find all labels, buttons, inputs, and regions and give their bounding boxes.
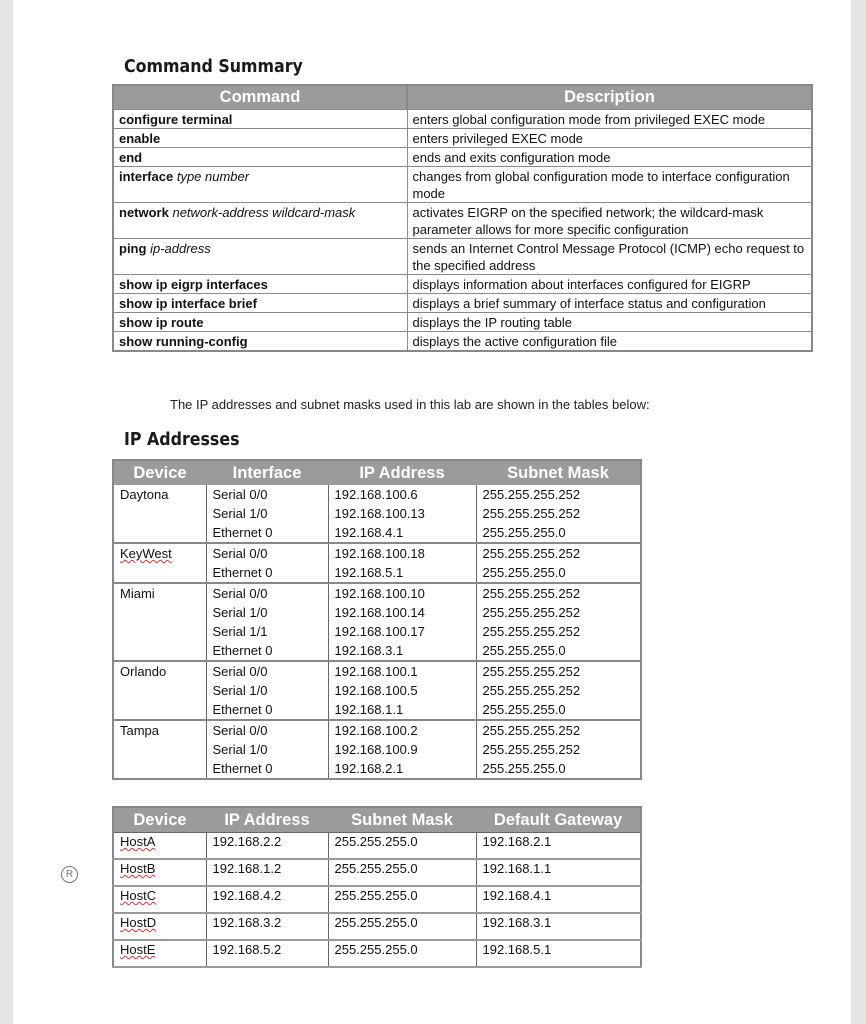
- ip-value: 192.168.100.2: [334, 723, 418, 738]
- ip-addresses-heading: IP Addresses: [124, 429, 240, 450]
- command-cell: [113, 167, 407, 203]
- interface-value: Ethernet 0: [212, 565, 273, 580]
- interface-value: Serial 1/0: [212, 742, 268, 757]
- host-row: [113, 913, 641, 940]
- host-gateway: 192.168.4.1: [476, 886, 641, 913]
- ip-value: 192.168.100.17: [334, 624, 425, 639]
- mask-value: 255.255.255.252: [482, 487, 581, 502]
- command-row: [113, 313, 812, 332]
- host-mask: 255.255.255.0: [328, 833, 476, 860]
- command-description: enters global configuration mode from privileged EXEC mode: [407, 110, 812, 129]
- device-name: KeyWest: [113, 543, 206, 583]
- host-name: HostB: [113, 859, 206, 886]
- command-description: sends an Internet Control Message Protocol (ICMP) echo request to the specified address: [407, 239, 812, 275]
- ip-header-device: Device: [113, 460, 206, 485]
- mask-value: 255.255.255.252: [482, 605, 581, 620]
- host-mask: 255.255.255.0: [328, 940, 476, 967]
- host-gateway: 192.168.1.1: [476, 859, 641, 886]
- ip-value: 192.168.100.18: [334, 546, 425, 561]
- ip-value: 192.168.5.1: [334, 565, 404, 580]
- host-name: HostD: [113, 913, 206, 940]
- device-row: [113, 583, 641, 661]
- host-row: [113, 886, 641, 913]
- host-gateway: 192.168.3.1: [476, 913, 641, 940]
- command-description: displays information about interfaces configured for EIGRP: [407, 275, 812, 294]
- host-header-gateway: Default Gateway: [476, 807, 641, 833]
- command-name: show running-config: [119, 334, 248, 349]
- interface-cell: [206, 661, 328, 720]
- mask-cell: [476, 583, 641, 661]
- host-header-device: Device: [113, 807, 206, 833]
- mask-value: 255.255.255.0: [482, 702, 566, 717]
- command-summary-heading: Command Summary: [124, 56, 303, 77]
- mask-value: 255.255.255.0: [482, 525, 566, 540]
- command-cell: [113, 275, 407, 294]
- command-cell: [113, 239, 407, 275]
- command-header: Command: [113, 85, 407, 110]
- command-name: configure terminal: [119, 112, 233, 127]
- command-description: displays the IP routing table: [407, 313, 812, 332]
- device-name: Daytona: [113, 485, 206, 543]
- interface-value: Serial 1/0: [212, 683, 268, 698]
- interface-value: Ethernet 0: [212, 761, 273, 776]
- command-argument: ip-address: [150, 241, 211, 256]
- device-row: [113, 543, 641, 583]
- mask-value: 255.255.255.252: [482, 683, 581, 698]
- command-description: displays the active configuration file: [407, 332, 812, 352]
- command-description: changes from global configuration mode to interface configuration mode: [407, 167, 812, 203]
- interface-value: Serial 0/0: [212, 664, 268, 679]
- host-gateway: 192.168.5.1: [476, 940, 641, 967]
- mask-cell: [476, 661, 641, 720]
- mask-cell: [476, 485, 641, 543]
- command-name: enable: [119, 131, 161, 146]
- command-row: [113, 332, 812, 352]
- ip-cell: [328, 661, 476, 720]
- ip-value: 192.168.3.1: [334, 643, 404, 658]
- host-ip: 192.168.2.2: [206, 833, 328, 860]
- host-header-ip: IP Address: [206, 807, 328, 833]
- command-name: interface: [119, 169, 174, 184]
- ip-cell: [328, 720, 476, 779]
- interface-value: Serial 1/1: [212, 624, 268, 639]
- command-description: ends and exits configuration mode: [407, 148, 812, 167]
- ip-header-interface: Interface: [206, 460, 328, 485]
- mask-value: 255.255.255.0: [482, 565, 566, 580]
- command-row: [113, 167, 812, 203]
- command-summary-table: [112, 84, 813, 352]
- mask-value: 255.255.255.252: [482, 664, 581, 679]
- mask-value: 255.255.255.252: [482, 546, 581, 561]
- ip-value: 192.168.2.1: [334, 761, 404, 776]
- document-page: [13, 0, 851, 1024]
- host-row: [113, 940, 641, 967]
- ip-value: 192.168.1.1: [334, 702, 404, 717]
- device-row: [113, 720, 641, 779]
- interface-value: Ethernet 0: [212, 643, 273, 658]
- command-cell: [113, 110, 407, 129]
- ip-value: 192.168.100.10: [334, 586, 425, 601]
- mask-value: 255.255.255.252: [482, 723, 581, 738]
- command-name: end: [119, 150, 143, 165]
- ip-addresses-table: [112, 459, 642, 780]
- ip-value: 192.168.100.5: [334, 683, 418, 698]
- command-argument: network-address wildcard-mask: [172, 205, 356, 220]
- command-cell: [113, 313, 407, 332]
- command-description: enters privileged EXEC mode: [407, 129, 812, 148]
- ip-value: 192.168.100.13: [334, 506, 425, 521]
- mask-value: 255.255.255.252: [482, 742, 581, 757]
- command-cell: [113, 148, 407, 167]
- interface-value: Ethernet 0: [212, 525, 273, 540]
- mask-value: 255.255.255.252: [482, 624, 581, 639]
- host-mask: 255.255.255.0: [328, 913, 476, 940]
- interface-cell: [206, 583, 328, 661]
- host-table: [112, 806, 642, 968]
- interface-value: Serial 1/0: [212, 605, 268, 620]
- interface-cell: [206, 543, 328, 583]
- command-cell: [113, 294, 407, 313]
- ip-cell: [328, 543, 476, 583]
- ip-header-mask: Subnet Mask: [476, 460, 641, 485]
- host-row: [113, 859, 641, 886]
- host-header-mask: Subnet Mask: [328, 807, 476, 833]
- ip-cell: [328, 485, 476, 543]
- host-ip: 192.168.3.2: [206, 913, 328, 940]
- command-row: [113, 239, 812, 275]
- interface-value: Serial 0/0: [212, 586, 268, 601]
- mask-value: 255.255.255.0: [482, 643, 566, 658]
- host-mask: 255.255.255.0: [328, 886, 476, 913]
- ip-table-note: The IP addresses and subnet masks used in this lab are shown in the tables below:: [170, 397, 650, 412]
- command-description: displays a brief summary of interface status and configuration: [407, 294, 812, 313]
- ip-header-ip: IP Address: [328, 460, 476, 485]
- interface-value: Serial 0/0: [212, 487, 268, 502]
- host-name: HostE: [113, 940, 206, 967]
- mask-value: 255.255.255.252: [482, 506, 581, 521]
- device-row: [113, 661, 641, 720]
- interface-value: Serial 1/0: [212, 506, 268, 521]
- mask-value: 255.255.255.252: [482, 586, 581, 601]
- ip-value: 192.168.4.1: [334, 525, 404, 540]
- mask-cell: [476, 720, 641, 779]
- command-row: [113, 294, 812, 313]
- host-name: HostA: [113, 833, 206, 860]
- command-name: network: [119, 205, 169, 220]
- command-name: show ip interface brief: [119, 296, 257, 311]
- command-cell: [113, 129, 407, 148]
- interface-cell: [206, 720, 328, 779]
- registered-mark-icon: R: [61, 866, 78, 883]
- host-row: [113, 833, 641, 860]
- host-mask: 255.255.255.0: [328, 859, 476, 886]
- command-row: [113, 110, 812, 129]
- command-name: show ip route: [119, 315, 204, 330]
- interface-cell: [206, 485, 328, 543]
- command-argument: type number: [176, 169, 250, 184]
- host-ip: 192.168.1.2: [206, 859, 328, 886]
- interface-value: Serial 0/0: [212, 546, 268, 561]
- device-name: Tampa: [113, 720, 206, 779]
- command-cell: [113, 203, 407, 239]
- device-name: Orlando: [113, 661, 206, 720]
- command-cell: [113, 332, 407, 352]
- ip-value: 192.168.100.9: [334, 742, 418, 757]
- ip-value: 192.168.100.6: [334, 487, 418, 502]
- host-ip: 192.168.4.2: [206, 886, 328, 913]
- mask-value: 255.255.255.0: [482, 761, 566, 776]
- command-description: activates EIGRP on the specified network; the wildcard-mask parameter allows for more specific configuration: [407, 203, 812, 239]
- command-row: [113, 203, 812, 239]
- command-row: [113, 129, 812, 148]
- host-ip: 192.168.5.2: [206, 940, 328, 967]
- ip-value: 192.168.100.1: [334, 664, 418, 679]
- command-row: [113, 148, 812, 167]
- mask-cell: [476, 543, 641, 583]
- host-name: HostC: [113, 886, 206, 913]
- interface-value: Serial 0/0: [212, 723, 268, 738]
- description-header: Description: [407, 85, 812, 110]
- interface-value: Ethernet 0: [212, 702, 273, 717]
- host-gateway: 192.168.2.1: [476, 833, 641, 860]
- command-name: ping: [119, 241, 147, 256]
- ip-cell: [328, 583, 476, 661]
- ip-value: 192.168.100.14: [334, 605, 425, 620]
- command-row: [113, 275, 812, 294]
- device-name: Miami: [113, 583, 206, 661]
- device-row: [113, 485, 641, 543]
- command-name: show ip eigrp interfaces: [119, 277, 268, 292]
